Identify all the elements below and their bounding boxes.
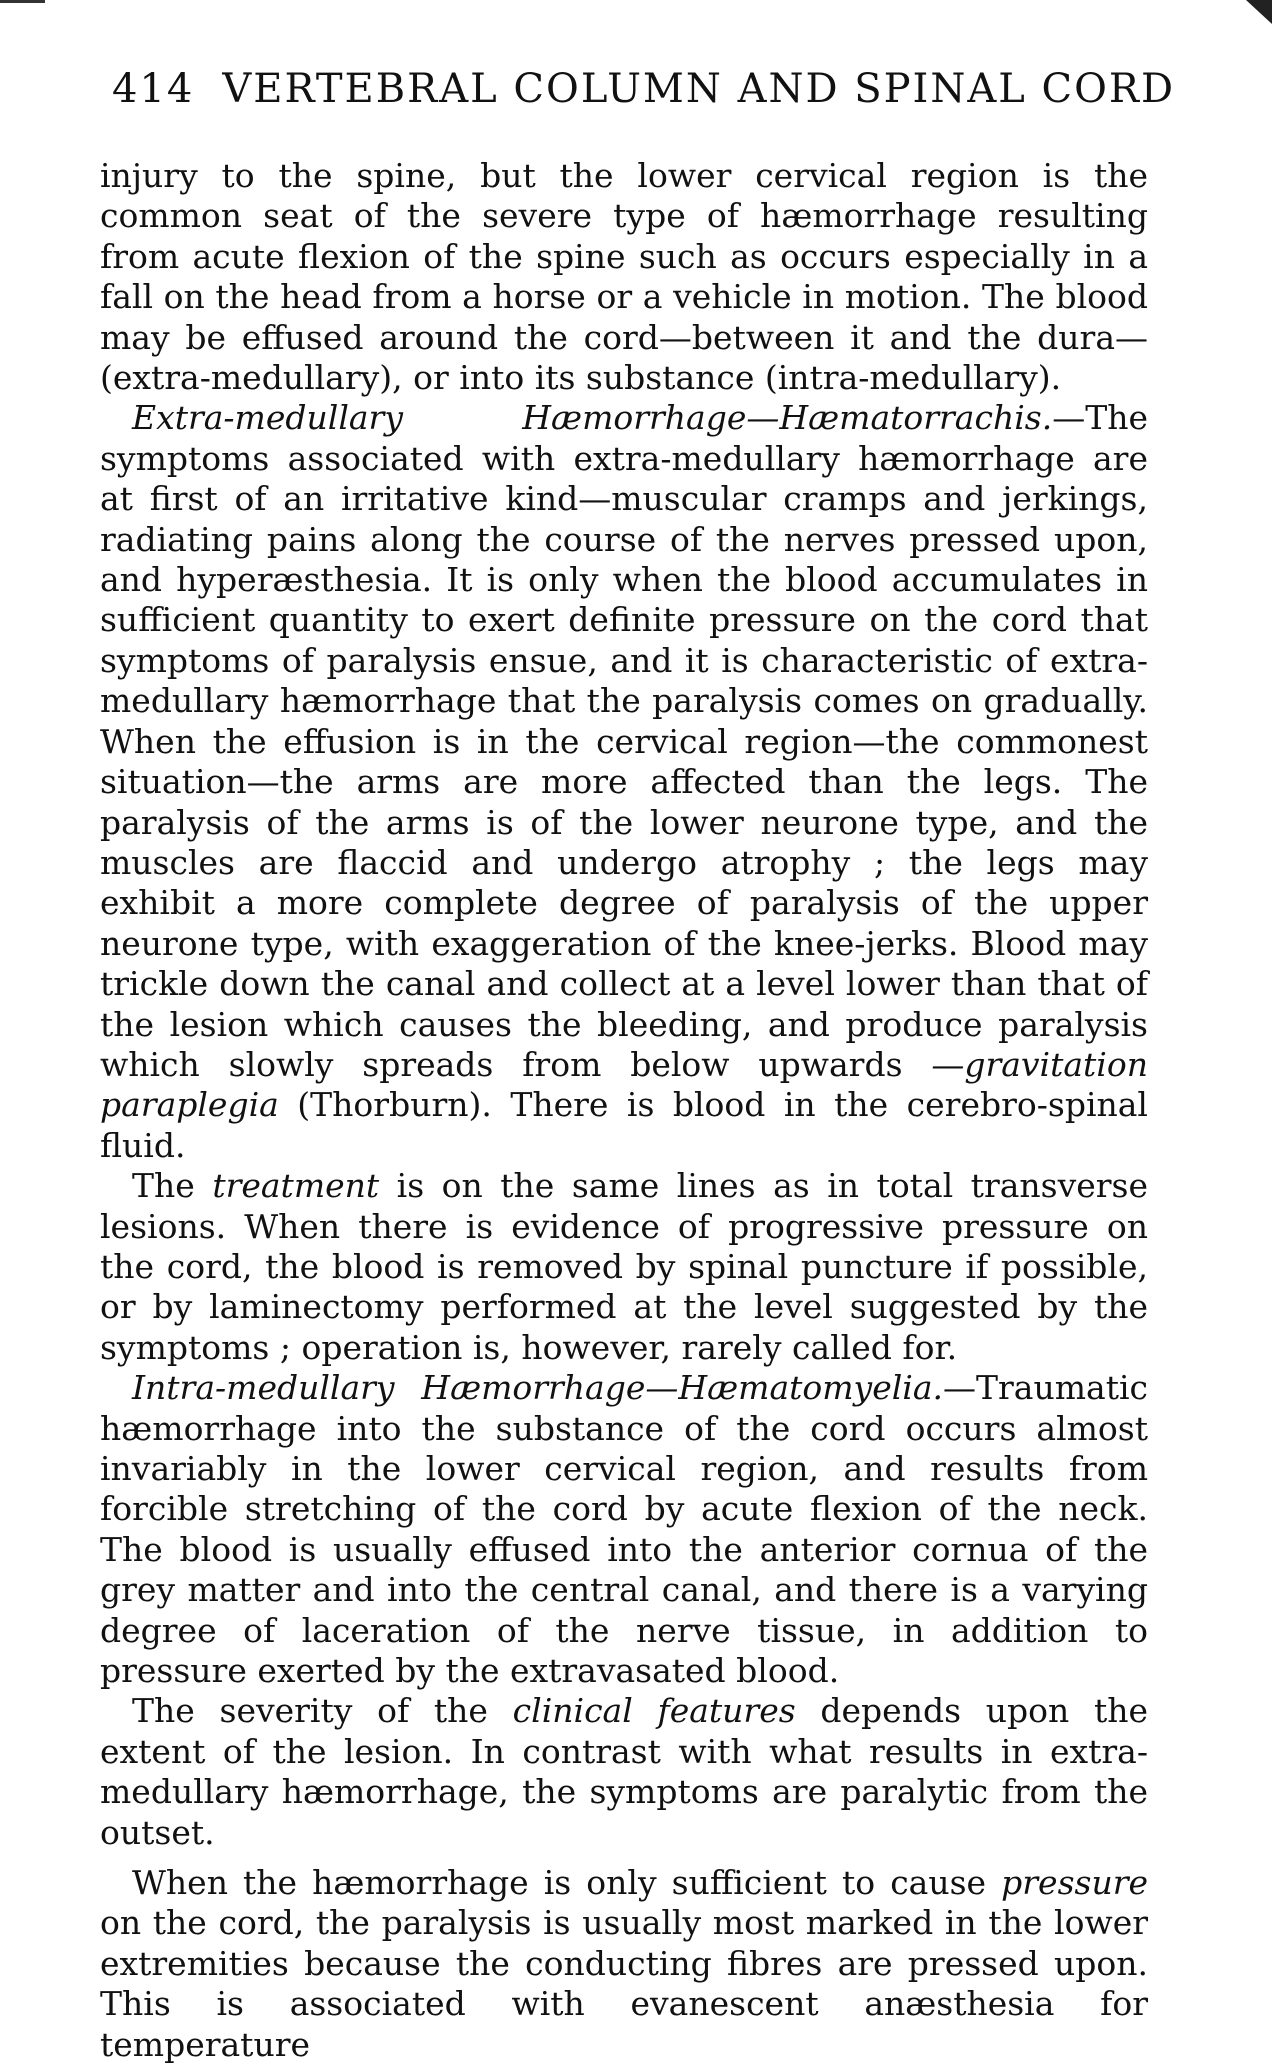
- page-number: 414: [112, 66, 195, 112]
- italic-term: clinical features: [512, 1691, 796, 1731]
- paragraph: [100, 1166, 1148, 1368]
- paragraph-text: When the hæmorrhage is only sufficient to cause: [132, 1863, 1002, 1903]
- paragraph: [100, 156, 1148, 398]
- page-corner-mark: [1246, 0, 1272, 24]
- paragraph: [100, 1691, 1148, 1853]
- paragraph-text: depends upon the extent of the lesion. In contrast with what results in extra-medullary hæmorrhage, the symptoms are paralytic from the outset.: [100, 1691, 1148, 1852]
- section-heading: Intra-medullary Hæmorrhage—Hæmatomyelia.: [132, 1368, 944, 1408]
- paragraph: [100, 1863, 1148, 2065]
- paragraph: [100, 398, 1148, 1166]
- scan-edge-mark: [0, 0, 45, 3]
- paragraph-text: injury to the spine, but the lower cervical region is the common seat of the severe type of hæmorrhage resulting from acute flexion of the spine such as occurs especially in a fall on the head from a horse or a vehicle in motion. The blood may be effused around the cord—between it and the dura—(extra-medullary), or into its substance (intra-medullary).: [100, 156, 1148, 398]
- paragraph-text: —Traumatic hæmorrhage into the substance of the cord occurs almost invariably in the lower cervical region, and results from forcible stretching of the cord by acute flexion of the neck. The blood is usually effused into the anterior cornua of the grey matter and into the central canal, and there is a varying degree of laceration of the nerve tissue, in addition to pressure exerted by the extravasated blood.: [100, 1368, 1148, 1691]
- paragraph-text: —The symptoms associated with extra-medullary hæmorrhage are at first of an irritative kind—muscular cramps and jerkings, radiating pains along the course of the nerves pressed upon, and hyperæsthesia. It is only when the blood accumulates in sufficient quantity to exert definite pressure on the cord that symptoms of paralysis ensue, and it is characteristic of extra-medullary hæmorrhage that the paralysis comes on gradually. When the effusion is in the cervical region—the commonest situation—the arms are more affected than the legs. The paralysis of the arms is of the lower neurone type, and the muscles are flaccid and undergo atrophy ; the legs may exhibit a more complete degree of paralysis of the upper neurone type, with exaggeration of the knee-jerks. Blood may trickle down the canal and collect at a level lower than that of the lesion which causes the bleeding, and produce paralysis which slowly spreads from below upwards: [100, 398, 1148, 1084]
- paragraph-text: on the cord, the paralysis is usually most marked in the lower extremities because the conducting fibres are pressed upon. This is associated with evanescent anæsthesia for temperature: [100, 1903, 1148, 2064]
- italic-term: treatment: [212, 1166, 380, 1206]
- running-header: [112, 66, 1175, 112]
- running-title: VERTEBRAL COLUMN AND SPINAL CORD: [222, 66, 1176, 112]
- italic-term: pressure: [1001, 1863, 1148, 1903]
- italic-term: —gravitation paraplegia: [100, 1044, 1148, 1125]
- paragraph-text: is on the same lines as in total transverse lesions. When there is evidence of progressive pressure on the cord, the blood is removed by spinal puncture if possible, or by laminectomy performed at the level suggested by the symptoms ; operation is, however, rarely called for.: [100, 1166, 1148, 1367]
- paragraph: [100, 1368, 1148, 1691]
- paragraph-text: (Thorburn). There is blood in the cerebro-spinal fluid.: [100, 1085, 1148, 1165]
- paragraph-text: The severity of the: [132, 1691, 513, 1731]
- section-heading: Extra-medullary Hæmorrhage—Hæmatorrachis.: [132, 398, 1053, 438]
- body-text: [100, 156, 1148, 2065]
- paragraph-text: The: [132, 1166, 213, 1206]
